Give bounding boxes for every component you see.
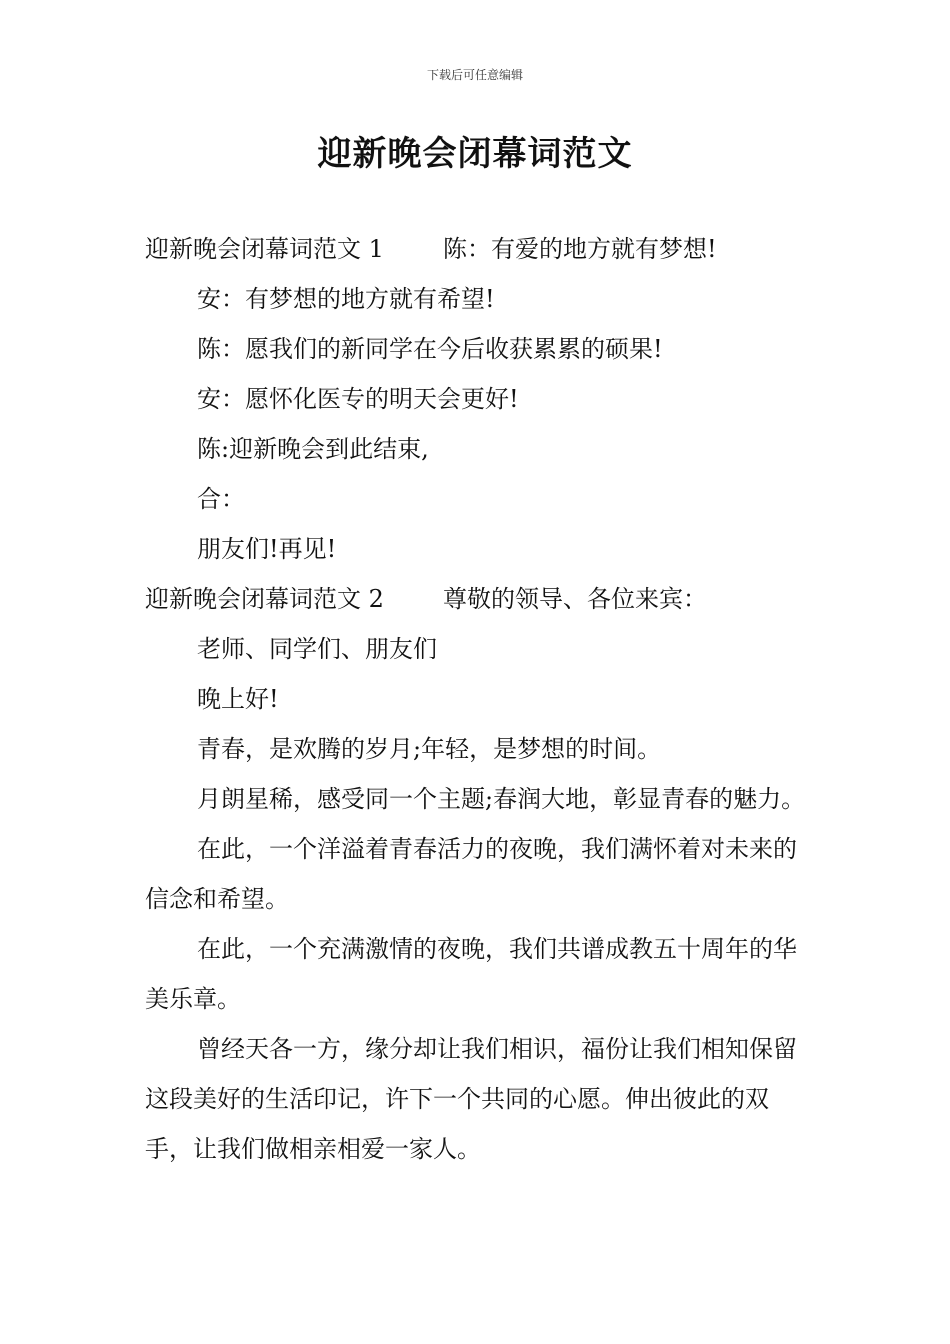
- dialogue-line: 安：有梦想的地方就有希望!: [197, 285, 495, 313]
- section-1-heading-line: [145, 224, 807, 274]
- section-2-first-line: 尊敬的领导、各位来宾：: [443, 585, 707, 613]
- document-body: [145, 224, 807, 1174]
- speech-paragraph: 在此，一个洋溢着青春活力的夜晚，我们满怀着对未来的信念和希望。: [145, 835, 797, 913]
- section-1-heading: 迎新晚会闭幕词范文 1: [145, 235, 384, 263]
- speech-paragraph: 曾经天各一方，缘分却让我们相识，福份让我们相知保留这段美好的生活印记，许下一个共同的心愿。伸出彼此的双手，让我们做相亲相爱一家人。: [145, 1035, 797, 1163]
- speech-line: 青春，是欢腾的岁月;年轻，是梦想的时间。: [197, 735, 662, 763]
- speech-line: 老师、同学们、朋友们: [197, 635, 437, 663]
- section-1-first-line: 陈：有爱的地方就有梦想!: [443, 235, 717, 263]
- speech-paragraph: 月朗星稀，感受同一个主题;春润大地，彰显青春的魅力。: [197, 785, 806, 813]
- dialogue-line: 朋友们!再见!: [197, 535, 337, 563]
- dialogue-line: 合：: [197, 485, 245, 513]
- dialogue-line: 陈：愿我们的新同学在今后收获累累的硕果!: [197, 335, 663, 363]
- speech-line: 晚上好!: [197, 685, 279, 713]
- dialogue-line: 安：愿怀化医专的明天会更好!: [197, 385, 519, 413]
- section-2-heading-line: [145, 574, 807, 624]
- document-title: 迎新晚会闭幕词范文: [317, 134, 633, 174]
- header-note: 下载后可任意编辑: [426, 68, 523, 82]
- section-2-heading: 迎新晚会闭幕词范文 2: [145, 585, 384, 613]
- speech-paragraph: 在此，一个充满激情的夜晚，我们共谱成教五十周年的华美乐章。: [145, 935, 797, 1013]
- dialogue-line: 陈:迎新晚会到此结束,: [197, 435, 429, 463]
